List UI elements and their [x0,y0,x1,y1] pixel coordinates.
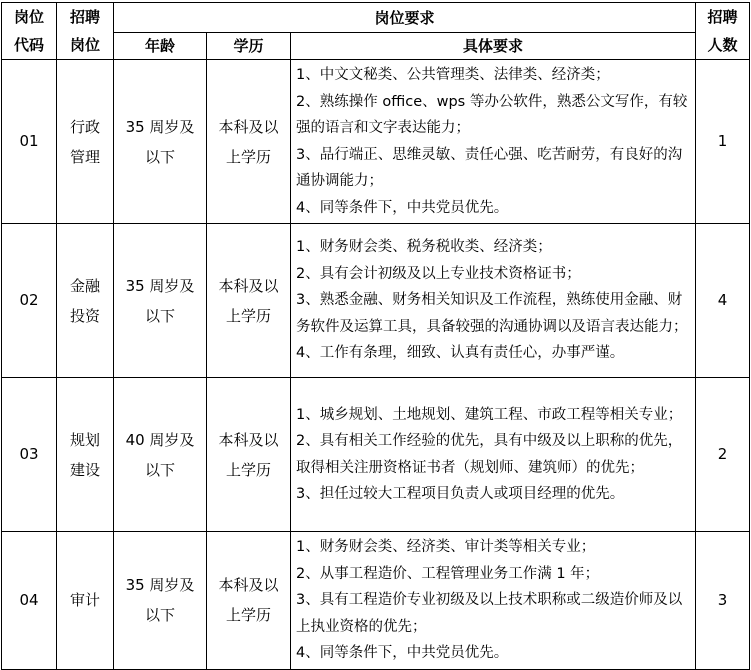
cell-position: 金融 投资 [57,224,114,378]
cell-position: 审计 [57,532,114,670]
header-education: 学历 [207,32,291,59]
requirement-item: 2、从事工程造价、工程管理业务工作满 1 年； [296,565,600,582]
requirement-item: 2、具有会计初级及以上专业技术资格证书； [296,265,581,282]
requirement-item: 4、同等条件下，中共党员优先。 [296,645,509,661]
cell-requirements [291,532,696,670]
requirement-item: 3、品行端正、思维灵敏、责任心强、吃苦耐劳，有良好的沟通协调能力； [296,146,683,189]
requirement-item: 2、具有相关工作经验的优先，具有中级及以上职称的优先，取得相关注册资格证书者（规划师、建筑师）的优先； [296,433,683,476]
requirement-item: 4、同等条件下，中共党员优先。 [296,199,509,216]
cell-education: 本科及以 上学历 [207,224,291,378]
cell-count: 1 [696,60,750,224]
requirement-item: 3、担任过较大工程项目负责人或项目经理的优先。 [296,486,625,502]
cell-education: 本科及以 上学历 [207,378,291,532]
table-row [2,224,750,378]
cell-code: 04 [2,532,57,670]
cell-age: 40 周岁及 以下 [114,378,207,532]
cell-requirements [291,378,696,532]
requirement-item: 3、具有工程造价专业初级及以上技术职称或二级造价师及以上执业资格的优先； [296,592,683,635]
cell-requirements [291,60,696,224]
header-count: 招聘 人数 [696,3,750,60]
cell-requirements [291,224,696,378]
cell-code: 03 [2,378,57,532]
requirement-item: 1、城乡规划、土地规划、建筑工程、市政工程等相关专业； [296,406,683,423]
header-position: 招聘 岗位 [57,3,114,60]
cell-age: 35 周岁及 以下 [114,532,207,670]
table-row [2,532,750,670]
header-requirements: 岗位要求 [114,3,696,33]
cell-code: 02 [2,224,57,378]
cell-count: 4 [696,224,750,378]
cell-position: 行政 管理 [57,60,114,224]
requirement-item: 2、熟练操作 office、wps 等办公软件，熟悉公文写作，有较强的语言和文字表达能力； [296,93,688,136]
header-specific: 具体要求 [291,32,696,59]
requirement-item: 1、财务财会类、税务税收类、经济类； [296,239,552,256]
requirement-item: 3、熟悉金融、财务相关知识及工作流程，熟练使用金融、财务软件及运算工具，具备较强的沟通协调以及语言表达能力； [296,292,688,335]
requirement-item: 4、工作有条理，细致、认真有责任心，办事严谨。 [296,345,625,362]
requirement-item: 1、中文文秘类、公共管理类、法律类、经济类； [296,67,610,83]
cell-count: 2 [696,378,750,532]
header-age: 年龄 [114,32,207,59]
cell-age: 35 周岁及 以下 [114,224,207,378]
table-row [2,60,750,224]
cell-code: 01 [2,60,57,224]
cell-position: 规划 建设 [57,378,114,532]
requirement-item: 1、财务财会类、经济类、审计类等相关专业； [296,539,596,555]
header-code: 岗位 代码 [2,3,57,60]
cell-education: 本科及以 上学历 [207,60,291,224]
cell-count: 3 [696,532,750,670]
table-row [2,378,750,532]
cell-education: 本科及以 上学历 [207,532,291,670]
cell-age: 35 周岁及 以下 [114,60,207,224]
recruitment-table [1,2,750,670]
